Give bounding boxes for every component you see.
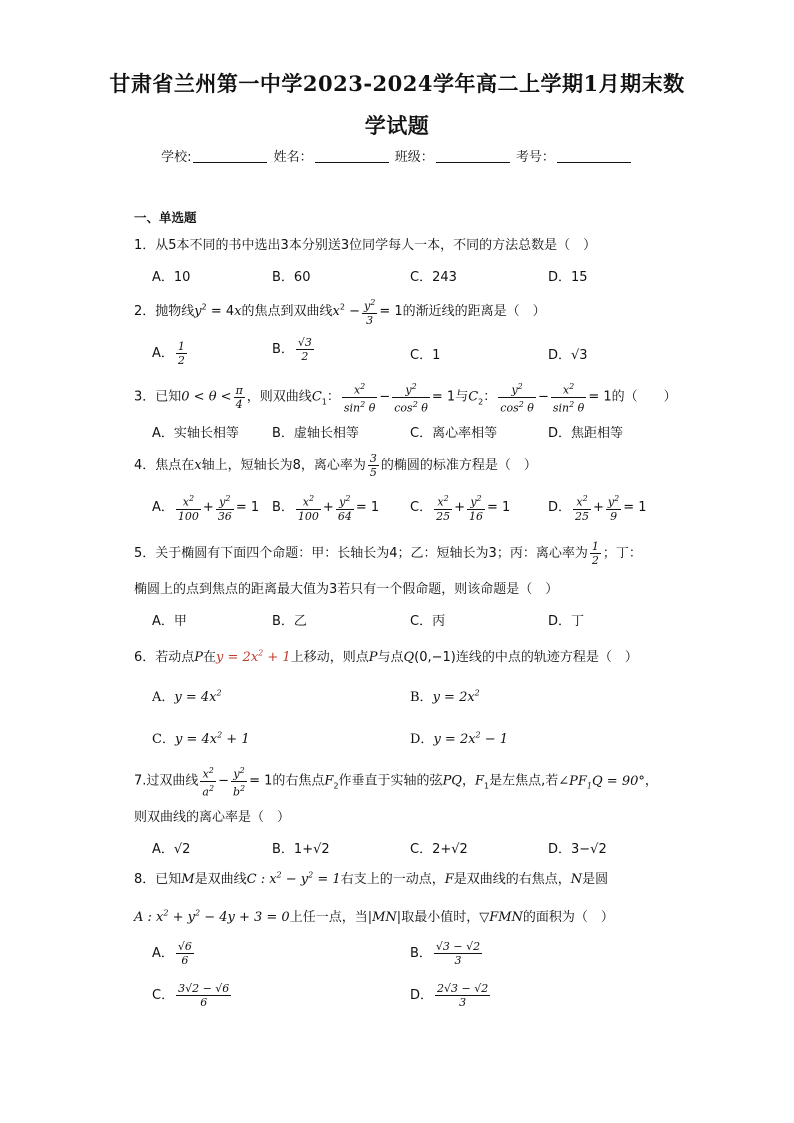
question-1-option-d: D．15 — [548, 270, 588, 285]
question-8-stem-line2: A : $x^2 + y^2 - 4y + 3 = 0$上任一点，当|MN|取最小值时，▽FMN的面积为（ ） — [134, 908, 614, 925]
question-6-stem: 6．若动点P在$y = 2x^2 + 1$上移动，则点P与点Q(0,−1)连线的中点的轨迹方程是（ ） — [134, 648, 638, 665]
name-label: 姓名： — [273, 150, 313, 165]
question-2-option-b: B． $\frac{√3}{2}$ — [272, 336, 312, 363]
question-6-option-d: D．$y = 2x^2 - 1$ — [410, 730, 509, 747]
question-3-option-d: D．焦距相等 — [548, 426, 624, 441]
exam-no-blank[interactable] — [557, 149, 631, 163]
question-3-option-b: B．虚轴长相等 — [272, 426, 359, 441]
question-7-option-c: C．2+√2 — [410, 842, 468, 857]
question-7-stem-line1: 7.过双曲线 $\frac{x^2}{a^2}$ − $\frac{y^2}{b^2}$ = 1的右焦点$F_2$作垂直于实轴的弦PQ，$F_1$是左焦点,若$\angle PF_1Q = 90^\circ$， — [134, 766, 658, 799]
class-blank[interactable] — [436, 149, 510, 163]
question-2-option-c: C．1 — [410, 348, 441, 363]
question-8-option-a: A． $\frac{√6}{6}$ — [152, 940, 192, 967]
question-5-stem-line1: 5．关于椭圆有下面四个命题：甲：长轴长为4；乙：短轴长为3；丙：离心率为 $\frac{1}{2}$ ；丁： — [134, 540, 642, 567]
question-3-stem: 3．已知0 < θ < $\frac{\pi}{4}$ ，则双曲线$C_1$： $\frac{x^2}{\sin^2 \theta}$ − $\frac{y^2}{\cos^2 \theta}$ = 1与$C_2$： $\frac{y^2}{\cos^2 \theta}$ − $\frac{x^2}{\sin^2 \theta}$ = 1的（ ） — [134, 382, 677, 415]
question-2-option-a: A． $\frac{1}{2}$ — [152, 340, 185, 367]
question-7-option-d: D．3−√2 — [548, 842, 607, 857]
question-5-option-a: A．甲 — [152, 614, 187, 629]
question-1-option-b: B．60 — [272, 270, 311, 285]
question-5-option-d: D．丁 — [548, 614, 585, 629]
question-4-option-b: B． $\frac{x^2}{100}$ + $\frac{y^2}{64}$ = 1 — [272, 494, 380, 523]
question-1-option-c: C．243 — [410, 270, 457, 285]
school-blank[interactable] — [193, 149, 267, 163]
question-4-option-c: C． $\frac{x^2}{25}$ + $\frac{y^2}{16}$ = 1 — [410, 494, 511, 523]
question-1-option-a: A．10 — [152, 270, 191, 285]
question-8-stem-line1: 8．已知M是双曲线C : $x^2 - y^2 = 1$右支上的一动点，F是双曲线的右焦点，N是圆 — [134, 870, 609, 887]
question-8-option-c: C． $\frac{3√2 - √6}{6}$ — [152, 982, 230, 1009]
exam-no-label: 考号： — [515, 150, 555, 165]
question-3-option-c: C．离心率相等 — [410, 426, 498, 441]
question-5-option-c: C．丙 — [410, 614, 446, 629]
page-title-line1: 甘肃省兰州第一中学2023-2024学年高二上学期1月期末数 — [109, 71, 685, 96]
section-heading: 一、单选题 — [134, 210, 197, 225]
question-2-option-d: D．√3 — [548, 348, 588, 363]
question-5-stem-line2: 椭圆上的点到焦点的距离最大值为3若只有一个假命题，则该命题是（ ） — [134, 582, 559, 597]
question-2-stem: 2．抛物线$y^2 = 4x$的焦点到双曲线$x^2$ − $\frac{y^2}{3}$ = 1的渐近线的距离是（ ） — [134, 298, 546, 327]
question-4-option-a: A． $\frac{x^2}{100}$ + $\frac{y^2}{36}$ = 1 — [152, 494, 260, 523]
question-4-stem: 4．焦点在x轴上，短轴长为8，离心率为 $\frac{3}{5}$ 的椭圆的标准方程是（ ） — [134, 452, 537, 479]
question-5-option-b: B．乙 — [272, 614, 307, 629]
question-8-option-b: B． $\frac{√3 - √2}{3}$ — [410, 940, 481, 967]
question-6-option-a: A．$y = 4x^2$ — [152, 688, 222, 705]
question-7-stem-line2: 则双曲线的离心率是（ ） — [134, 810, 291, 825]
question-7-option-a: A．√2 — [152, 842, 191, 857]
question-3-option-a: A．实轴长相等 — [152, 426, 239, 441]
question-8-option-d: D． $\frac{2√3 - √2}{3}$ — [410, 982, 489, 1009]
question-7-option-b: B．1+√2 — [272, 842, 330, 857]
question-4-option-d: D． $\frac{x^2}{25}$ + $\frac{y^2}{9}$ = 1 — [548, 494, 647, 523]
question-1-stem: 1．从5本不同的书中选出3本分别送3位同学每人一本，不同的方法总数是（ ） — [134, 238, 597, 253]
question-6-option-c: C．$y = 4x^2 + 1$ — [152, 730, 250, 747]
page-title-line2: 学试题 — [364, 113, 430, 138]
name-blank[interactable] — [315, 149, 389, 163]
question-6-option-b: B．$y = 2x^2$ — [410, 688, 480, 705]
school-label: 学校: — [161, 150, 192, 165]
class-label: 班级： — [394, 150, 434, 165]
student-info-line — [0, 146, 794, 165]
